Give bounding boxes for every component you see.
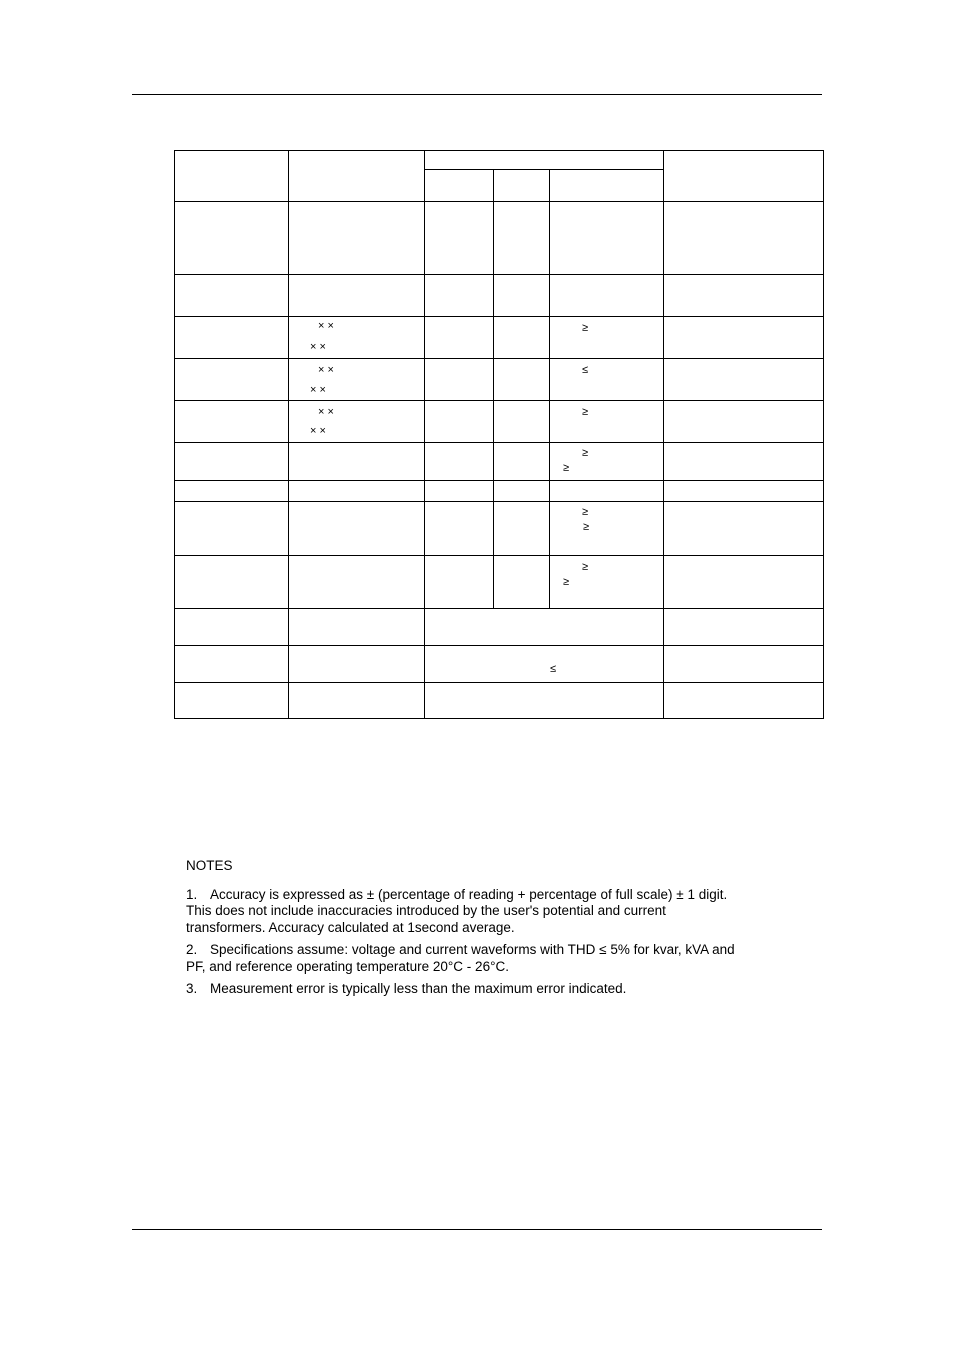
table-row (175, 359, 824, 401)
range-multiplier: × × (318, 320, 334, 332)
footer-rule (132, 1229, 822, 1230)
range-multiplier: × × (318, 364, 334, 376)
table-row (175, 317, 824, 359)
accuracy-spec-table (174, 150, 824, 719)
note-number: 2. (186, 942, 198, 957)
header-cell (289, 151, 425, 202)
table-row (175, 202, 824, 275)
notes-section (186, 858, 746, 1002)
header-cell (494, 170, 550, 202)
range-multiplier: × × (310, 384, 326, 396)
condition-symbol: ≥ (563, 576, 570, 588)
condition-symbol: ≥ (582, 447, 589, 459)
condition-symbol: ≥ (583, 521, 590, 533)
condition-symbol: ≤ (550, 663, 557, 675)
header-cell (175, 151, 289, 202)
header-cell (550, 170, 664, 202)
condition-symbol: ≥ (563, 462, 570, 474)
table-row (175, 275, 824, 317)
note-number: 1. (186, 886, 198, 902)
table-row (175, 683, 824, 719)
note-number: 3. (186, 981, 198, 996)
table-row (175, 609, 824, 646)
note-text: Accuracy is expressed as ± (percentage of reading + percentage of full scale) ± 1 digit. This does not include inaccuracies introduced by the user's potential and current transformers. Accuracy calculated at 1second average. (186, 886, 728, 935)
header-cell (425, 170, 494, 202)
note-text: Measurement error is typically less than the maximum error indicated. (210, 981, 627, 996)
note-item (186, 887, 746, 937)
table-row (175, 481, 824, 502)
table-row (175, 401, 824, 443)
note-item (186, 981, 746, 998)
range-multiplier: × × (310, 425, 326, 437)
notes-heading: NOTES (186, 858, 233, 873)
header-rule (132, 94, 822, 95)
condition-symbol: ≥ (582, 406, 589, 418)
condition-symbol: ≥ (582, 322, 589, 334)
note-text: Specifications assume: voltage and current waveforms with THD ≤ 5% for kvar, kVA and PF, and reference operating temperature 20°C - 26°C. (186, 942, 735, 974)
table-row (175, 556, 824, 609)
table-row (175, 443, 824, 481)
condition-symbol: ≥ (582, 561, 589, 573)
note-item (186, 942, 746, 975)
range-multiplier: × × (310, 341, 326, 353)
condition-symbol: ≤ (582, 364, 589, 376)
range-multiplier: × × (318, 406, 334, 418)
header-cell (664, 151, 824, 202)
condition-symbol: ≥ (582, 506, 589, 518)
header-group-cell (425, 151, 664, 170)
table-row (175, 646, 824, 683)
table-row (175, 502, 824, 556)
